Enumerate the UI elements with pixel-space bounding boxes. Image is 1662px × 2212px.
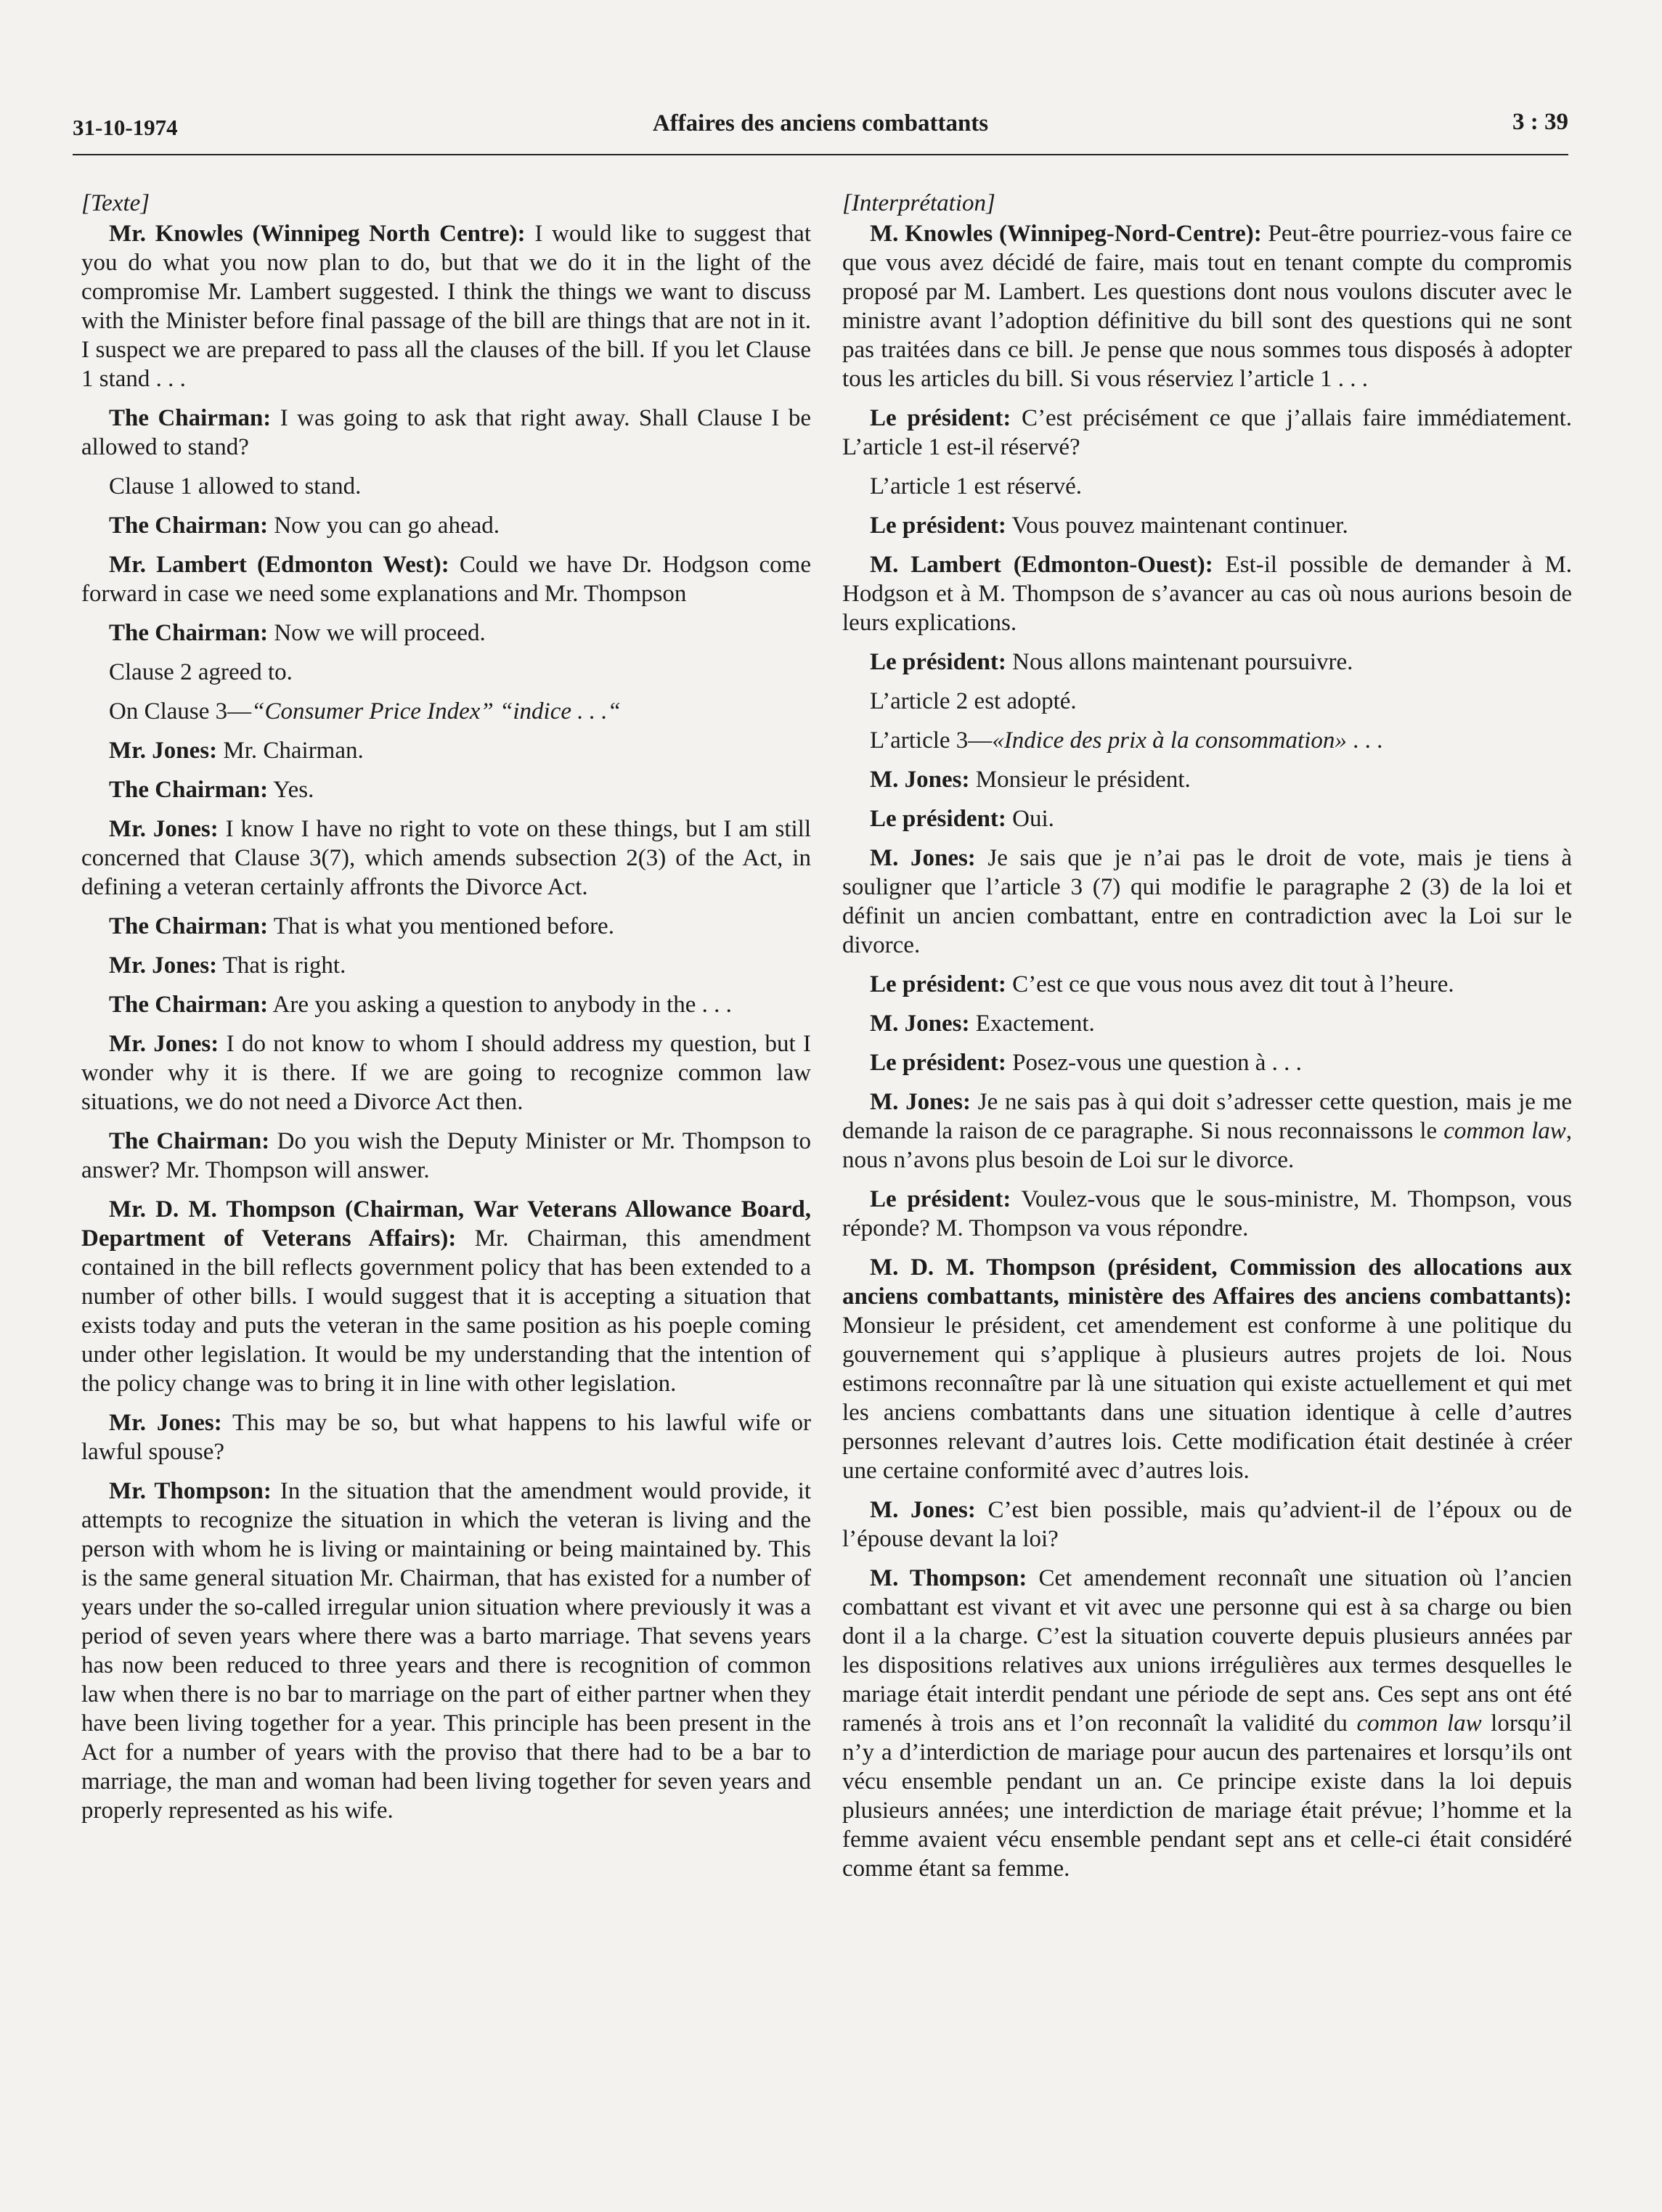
- paragraph-text: L’article 2 est adopté.: [870, 688, 1077, 714]
- transcript-paragraph: [842, 1495, 1572, 1554]
- transcript-paragraph: [842, 511, 1572, 540]
- paragraph-text: Je sais que je n’ai pas le droit de vote, mais je tiens à souligner que l’article 3 (7) qui modifie le paragraphe 2 (3) de la loi et définit un ancien combattant, entre en contradiction avec la Loi sur le divorce.: [842, 845, 1573, 958]
- paragraph-text: Posez-vous une question à . . .: [1006, 1050, 1302, 1076]
- paragraph-text: Now we will proceed.: [268, 620, 486, 646]
- speaker-name: Mr. Jones:: [109, 952, 218, 979]
- speaker-name: Mr. Jones:: [109, 816, 219, 842]
- paragraph-text: Do you wish the Deputy Minister or Mr. Thompson to answer? Mr. Thompson will answer.: [81, 1128, 812, 1183]
- speaker-name: The Chairman:: [109, 405, 272, 431]
- paragraph-text: Est-il possible de demander à M. Hodgson et à M. Thompson de s’avancer au cas où nous aurions besoin de leurs explications.: [842, 552, 1572, 636]
- speaker-name: Mr. Knowles (Winnipeg North Centre):: [109, 221, 526, 247]
- paragraph-text: I do not know to whom I should address my question, but I wonder why it is there. If we are going to recognize common law situations, we do not need a Divorce Act then.: [81, 1031, 811, 1115]
- speaker-name: M. Thompson:: [870, 1565, 1027, 1591]
- transcript-paragraph: [842, 550, 1572, 637]
- paragraph-text: Yes.: [268, 777, 314, 803]
- speaker-name: Mr. Lambert (Edmonton West):: [109, 552, 449, 578]
- paragraph-text: Nous allons maintenant poursuivre.: [1006, 649, 1353, 675]
- speaker-name: Le président:: [870, 513, 1006, 539]
- paragraph-text: Could we have Dr. Hodgson come forward in case we need some explanations and Mr. Thompson: [81, 552, 811, 607]
- paragraph-text: C’est précisément ce que j’allais faire immédiatement. L’article 1 est-il réservé?: [842, 405, 1572, 460]
- transcript-paragraph: [81, 1477, 811, 1825]
- transcript-paragraph: [81, 619, 811, 648]
- speaker-name: Le président:: [870, 971, 1006, 997]
- transcript-paragraph: [81, 951, 811, 980]
- paragraph-text: I was going to ask that right away. Shall Clause I be allowed to stand?: [81, 405, 811, 460]
- header-page-number: 3 : 39: [1512, 109, 1568, 135]
- speaker-name: Mr. D. M. Thompson (Chairman, War Veterans Allowance Board, Department of Veterans Affairs):: [81, 1196, 811, 1252]
- paragraph-text: Monsieur le président.: [969, 767, 1191, 793]
- italic-text: «Indice des prix à la consommation»: [992, 727, 1347, 754]
- transcript-paragraph: [842, 804, 1572, 833]
- paragraph-text: Voulez-vous que le sous-ministre, M. Thompson, vous réponde? M. Thompson va vous répondre.: [842, 1186, 1572, 1241]
- speaker-name: M. D. M. Thompson (président, Commission des allocations aux anciens combattants, ministère des Affaires des anciens combattants):: [842, 1254, 1572, 1310]
- speaker-name: Le président:: [870, 405, 1011, 431]
- paragraph-text: I know I have no right to vote on these things, but I am still concerned that Clause 3(7), which amends subsection 2(3) of the Act, in defining a veteran certainly affronts the Divorce Act.: [81, 816, 811, 900]
- transcript-paragraph: [81, 658, 811, 687]
- paragraph-text: Cet amendement reconnaît une situation où l’ancien combattant est vivant et vit avec une personne qui est à sa charge ou bien dont il a la charge. C’est la situation couverte depuis plusieurs années par les dispositions relatives aux unions irrégulières aux termes desquelles le mariage était interdit pendant une période de sept ans. Ces sept ans ont été ramenés à trois ans et l’on reconnaît la validité du: [842, 1565, 1572, 1736]
- transcript-paragraph: [81, 775, 811, 804]
- speaker-name: The Chairman:: [109, 620, 269, 646]
- right-column-french: [842, 189, 1572, 1893]
- header-date: 31-10-1974: [73, 115, 178, 140]
- transcript-paragraph: [842, 1048, 1572, 1077]
- speaker-name: The Chairman:: [109, 1128, 270, 1154]
- transcript-paragraph: [81, 219, 811, 393]
- transcript-paragraph: [81, 990, 811, 1019]
- paragraph-text: This may be so, but what happens to his lawful wife or lawful spouse?: [81, 1410, 811, 1465]
- speaker-name: Mr. Jones:: [109, 1410, 222, 1436]
- speaker-name: Le président:: [870, 649, 1006, 675]
- transcript-paragraph: [842, 1253, 1572, 1485]
- transcript-paragraph: [842, 1564, 1572, 1883]
- speaker-name: M. Knowles (Winnipeg-Nord-Centre):: [870, 221, 1262, 247]
- speaker-name: M. Jones:: [870, 845, 976, 871]
- speaker-name: Le président:: [870, 806, 1006, 832]
- transcript-paragraph: [842, 648, 1572, 677]
- italic-text: “Consumer Price Index” “indice . . .“: [251, 698, 621, 725]
- paragraph-text: Mr. Chairman.: [217, 738, 364, 764]
- paragraph-text: That is what you mentioned before.: [268, 913, 614, 939]
- page-header: [73, 102, 1568, 152]
- transcript-paragraph: [81, 697, 811, 726]
- italic-text: common law: [1443, 1118, 1566, 1144]
- paragraph-text: Peut-être pourriez-vous faire ce que vous avez décidé de faire, mais tout en tenant compte du compromis proposé par M. Lambert. Les questions dont nous voulons discuter avec le ministre avant l’adoption définitive du bill sont des questions qui ne sont pas traitées dans ce bill. Je pense que nous sommes tous disposés à adopter tous les articles du bill. Si vous réserviez l’article 1 . . .: [842, 221, 1572, 392]
- paragraph-text: On Clause 3—: [109, 698, 252, 725]
- transcript-paragraph: [842, 1185, 1572, 1243]
- speaker-name: M. Jones:: [870, 1497, 976, 1523]
- transcript-paragraph: [81, 1195, 811, 1398]
- paragraph-text: C’est bien possible, mais qu’advient-il de l’époux ou de l’épouse devant la loi?: [842, 1497, 1573, 1552]
- paragraph-text: Monsieur le président, cet amendement est conforme à une politique du gouvernement qui s’applique à plusieurs autres projets de loi. Nous estimons reconnaître par là une situation qui existe actuellement et qui met les anciens combattants dans une situation identique à celle d’autres personnes relevant d’autres lois. Cette modification était destinée à créer une certaine conformité avec d’autres lois.: [842, 1313, 1572, 1484]
- transcript-paragraph: [842, 765, 1572, 794]
- speaker-name: Mr. Jones:: [109, 738, 218, 764]
- paragraph-text: Clause 2 agreed to.: [109, 659, 293, 685]
- speaker-name: The Chairman:: [109, 777, 269, 803]
- transcript-paragraph: [842, 1009, 1572, 1038]
- paragraph-text: Clause 1 allowed to stand.: [109, 473, 362, 499]
- paragraph-text: C’est ce que vous nous avez dit tout à l’heure.: [1006, 971, 1454, 997]
- paragraph-text: Mr. Chairman, this amendment contained in the bill reflects government policy that has been extended to a number of other bills. I would suggest that it is accepting a situation that exists today and puts the veteran in the same position as his poeple coming under other legislation. It would be my understanding that the intention of the policy change was to bring it in line with other legislation.: [81, 1225, 811, 1397]
- transcript-paragraph: [81, 736, 811, 765]
- transcript-paragraph: [81, 550, 811, 608]
- paragraph-text-tail: lorsqu’il n’y a d’interdiction de mariage pour aucun des partenaires et lorsqu’ils ont vécu ensemble pendant un an. Ce principe existe dans la loi depuis plusieurs années; une interdiction de mariage était prévue; l’homme et la femme avaient vécu ensemble pendant sept ans et celle-ci était considéré comme étant sa femme.: [842, 1710, 1572, 1882]
- paragraph-text-tail: . . .: [1346, 727, 1383, 754]
- transcript-paragraph: [81, 1127, 811, 1185]
- paragraph-text: Are you asking a question to anybody in the . . .: [268, 992, 732, 1018]
- transcript-paragraph: [81, 404, 811, 462]
- paragraph-text: L’article 3—: [870, 727, 993, 754]
- italic-text: common law: [1356, 1710, 1482, 1736]
- paragraph-text-tail: , nous n’avons plus besoin de Loi sur le divorce.: [842, 1118, 1572, 1173]
- transcript-paragraph: [842, 844, 1572, 960]
- paragraph-text: That is right.: [217, 952, 346, 979]
- transcript-paragraph: [842, 1087, 1572, 1175]
- transcript-paragraph: [81, 815, 811, 902]
- paragraph-text: Oui.: [1006, 806, 1054, 832]
- header-title: Affaires des anciens combattants: [652, 110, 989, 136]
- speaker-name: M. Jones:: [870, 767, 970, 793]
- paragraph-text: Exactement.: [969, 1011, 1095, 1037]
- speaker-name: Le président:: [870, 1186, 1011, 1212]
- header-rule: [73, 154, 1568, 155]
- paragraph-text: In the situation that the amendment would provide, it attempts to recognize the situation in which the veteran is living and the person with whom he is living or maintaining or being maintained by. This is the same general situation Mr. Chairman, that has existed for a number of years under the so-called irregular union situation where previously it was a period of seven years where there was a barto marriage. That sevens years has now been reduced to three years and there is recognition of common law when there is no bar to marriage on the part of either partner when they have been living together for a year. This principle has been present in the Act for a number of years with the proviso that there had to be a bar to marriage, the man and woman had been living together for seven years and properly represented as his wife.: [81, 1478, 812, 1824]
- transcript-paragraph: [842, 726, 1572, 755]
- speaker-name: Le président:: [870, 1050, 1006, 1076]
- transcript-paragraph: [842, 472, 1572, 501]
- transcript-paragraph: [81, 1029, 811, 1117]
- speaker-name: Mr. Thompson:: [109, 1478, 272, 1504]
- transcript-paragraph: [842, 404, 1572, 462]
- speaker-name: Mr. Jones:: [109, 1031, 219, 1057]
- speaker-name: M. Jones:: [870, 1089, 971, 1115]
- transcript-paragraph: [842, 970, 1572, 999]
- paragraph-text: Now you can go ahead.: [268, 513, 500, 539]
- transcript-paragraph: [81, 472, 811, 501]
- paragraph-text: L’article 1 est réservé.: [870, 473, 1082, 499]
- transcript-paragraph: [842, 687, 1572, 716]
- right-column-label: [Interprétation]: [842, 190, 995, 216]
- paragraph-text: Vous pouvez maintenant continuer.: [1006, 513, 1348, 539]
- transcript-paragraph: [81, 511, 811, 540]
- speaker-name: The Chairman:: [109, 992, 269, 1018]
- paragraph-text: I would like to suggest that you do what you now plan to do, but that we do it in the light of the compromise Mr. Lambert suggested. I think the things we want to discuss with the Minister before final passage of the bill are things that are not in it. I suspect we are prepared to pass all the clauses of the bill. If you let Clause 1 stand . . .: [81, 221, 811, 392]
- speaker-name: M. Jones:: [870, 1011, 970, 1037]
- paragraph-text: Je ne sais pas à qui doit s’adresser cette question, mais je me demande la raison de ce paragraphe. Si nous reconnaissons le: [842, 1089, 1572, 1144]
- transcript-paragraph: [81, 912, 811, 941]
- left-column-english: [81, 189, 811, 1835]
- speaker-name: The Chairman:: [109, 913, 269, 939]
- transcript-paragraph: [81, 1408, 811, 1466]
- speaker-name: The Chairman:: [109, 513, 269, 539]
- transcript-paragraph: [842, 219, 1572, 393]
- left-column-label: [Texte]: [81, 190, 150, 216]
- speaker-name: M. Lambert (Edmonton-Ouest):: [870, 552, 1213, 578]
